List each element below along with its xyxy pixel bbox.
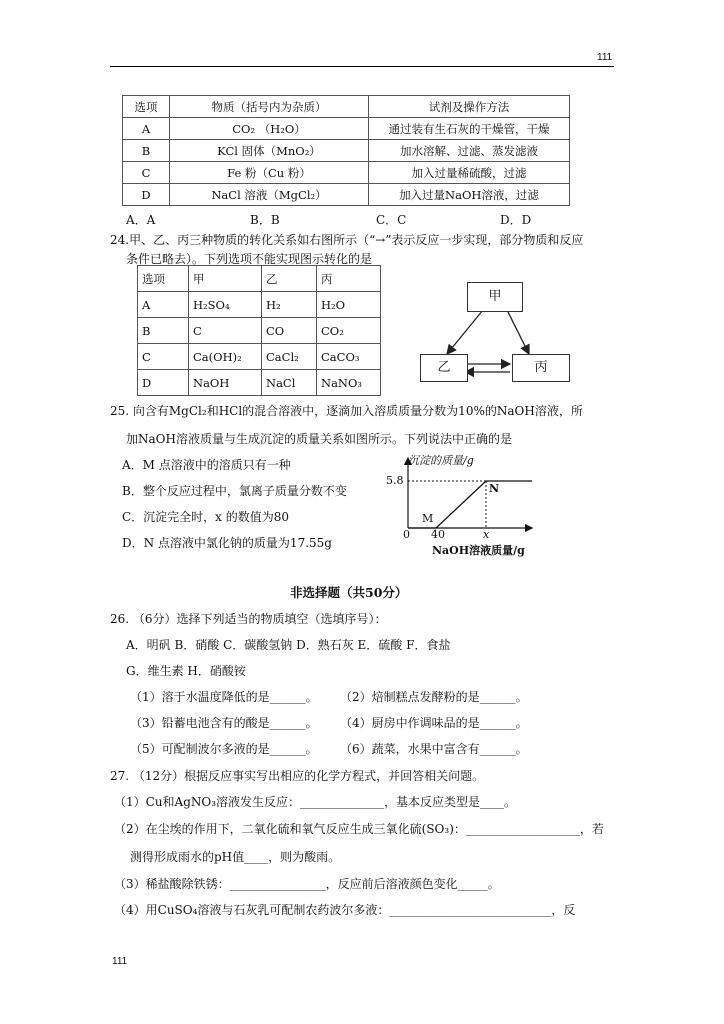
q26-choices-1: A．明矾 B．硝酸 C．碳酸氢钠 D．熟石灰 E．硫酸 F．食盐 [126, 638, 451, 652]
th-method: 试剂及操作方法 [369, 96, 570, 118]
cell: 加入过量NaOH溶液，过滤 [369, 184, 570, 206]
table-row [123, 162, 570, 184]
cell: D [123, 184, 170, 206]
q26-item-4: （4）厨房中作调味品的是______。 [340, 716, 528, 730]
th-bing: 丙 [317, 266, 381, 292]
q25-option-c: C．沉淀完全时，x 的数值为80 [122, 510, 290, 524]
q24-stem-2: 条件已略去）。下列选项不能实现图示转化的是 [126, 252, 373, 266]
table-row [123, 184, 570, 206]
cell: H₂SO₄ [189, 292, 262, 318]
q23-option-a: A．A [126, 213, 156, 227]
cell: 通过装有生石灰的干燥管，干燥 [369, 118, 570, 140]
th-option: 选项 [123, 96, 170, 118]
cell: NaNO₃ [317, 370, 381, 396]
cell: CO [262, 318, 317, 344]
q24-stem-1: 24.甲、乙、丙三种物质的转化关系如右图所示（“→”表示反应一步实现，部分物质和反应 [110, 233, 584, 247]
cell: C [189, 318, 262, 344]
q26-stem: 26. （6分）选择下列适当的物质填空（选填序号）： [110, 612, 387, 626]
q27-line-3: 测得形成雨水的pH值____，则为酸雨。 [130, 850, 341, 864]
q26-choices-2: G．维生素 H．硝酸铵 [126, 664, 246, 678]
impurity-table [122, 95, 570, 206]
page-number-top: 111 [597, 52, 613, 63]
q27-line-1: （1）Cu和AgNO₃溶液发生反应：______________，基本反应类型是____。 [114, 795, 517, 809]
q25-option-a: A．M 点溶液中的溶质只有一种 [122, 458, 291, 472]
q26-item-5: （5）可配制波尔多液的是______。 [130, 742, 318, 756]
node-yi: 乙 [420, 354, 468, 382]
th-jia: 甲 [189, 266, 262, 292]
q25-option-b: B．整个反应过程中，氯离子质量分数不变 [122, 484, 347, 498]
cell: C [138, 344, 189, 370]
table-header-row [123, 96, 570, 118]
cell: 加入过量稀硫酸，过滤 [369, 162, 570, 184]
q27-line-5: （4）用CuSO₄溶液与石灰乳可配制农药波尔多液：___________________________，反 [114, 903, 576, 917]
header-rule [110, 66, 614, 67]
th-option: 选项 [138, 266, 189, 292]
th-yi: 乙 [262, 266, 317, 292]
q26-item-3: （3）铅蓄电池含有的酸是______。 [130, 716, 318, 730]
chart-xtick-0: 0 [403, 528, 410, 541]
q26-item-2: （2）焙制糕点发酵粉的是______。 [340, 690, 528, 704]
arrow-jia-bing [507, 310, 529, 354]
chart-xlabel: NaOH溶液质量/g [432, 544, 525, 557]
q27-line-2: （2）在尘埃的作用下，二氧化硫和氧气反应生成三氧化硫(SO₃)：___________________，若 [114, 822, 604, 836]
cell: CO₂ [317, 318, 381, 344]
section-title: 非选择题（共50分） [290, 585, 408, 600]
q27-line-4: （3）稀盐酸除铁锈：________________，反应前后溶液颜色变化_____。 [114, 877, 500, 891]
q23-option-d: D．D [500, 213, 532, 227]
arrow-jia-yi [447, 310, 483, 354]
cell: B [123, 140, 170, 162]
chart-xtick-40: 40 [431, 528, 445, 541]
cell: CaCO₃ [317, 344, 381, 370]
q26-item-6: （6）蔬菜，水果中富含有______。 [340, 742, 528, 756]
cell: Ca(OH)₂ [189, 344, 262, 370]
cell: CO₂ （H₂O） [170, 118, 369, 140]
chart-ylabel: 沉淀的质量/g [408, 454, 474, 467]
cell: NaCl [262, 370, 317, 396]
q25-option-d: D．N 点溶液中氯化钠的质量为17.55g [122, 536, 332, 550]
table-row [123, 118, 570, 140]
table-header-row [138, 266, 381, 292]
table-row [138, 292, 381, 318]
q26-item-1: （1）溶于水温度降低的是______。 [130, 690, 318, 704]
cell: KCl 固体（MnO₂） [170, 140, 369, 162]
q27-stem: 27. （12分）根据反应事实写出相应的化学方程式，并回答相关问题。 [110, 769, 485, 783]
cell: C [123, 162, 170, 184]
page-number-bottom: 111 [112, 956, 128, 967]
cell: NaOH [189, 370, 262, 396]
cell: A [123, 118, 170, 140]
q24-table [137, 265, 381, 396]
table-row [138, 318, 381, 344]
cell: H₂O [317, 292, 381, 318]
cell: B [138, 318, 189, 344]
node-bing: 丙 [512, 354, 570, 382]
table-row [138, 344, 381, 370]
table-row [138, 370, 381, 396]
cell: 加水溶解、过滤、蒸发滤液 [369, 140, 570, 162]
cell: A [138, 292, 189, 318]
chart-ytick: 5.8 [386, 474, 404, 487]
chart-xtick-x: x [483, 528, 490, 541]
q23-option-c: C．C [376, 213, 407, 227]
cell: NaCl 溶液（MgCl₂） [170, 184, 369, 206]
point-n: N [489, 482, 500, 495]
q23-option-b: B．B [250, 213, 280, 227]
cell: H₂ [262, 292, 317, 318]
node-jia: 甲 [467, 282, 523, 312]
point-m: M [422, 512, 434, 525]
table-row [123, 140, 570, 162]
th-substance: 物质（括号内为杂质） [170, 96, 369, 118]
q25-stem-2: 加NaOH溶液质量与生成沉淀的质量关系如图所示。下列说法中正确的是 [126, 432, 512, 446]
cell: D [138, 370, 189, 396]
cell: CaCl₂ [262, 344, 317, 370]
q25-stem-1: 25. 向含有MgCl₂和HCl的混合溶液中，逐滴加入溶质质量分数为10%的NaOH溶液，所 [110, 404, 583, 418]
cell: Fe 粉（Cu 粉） [170, 162, 369, 184]
